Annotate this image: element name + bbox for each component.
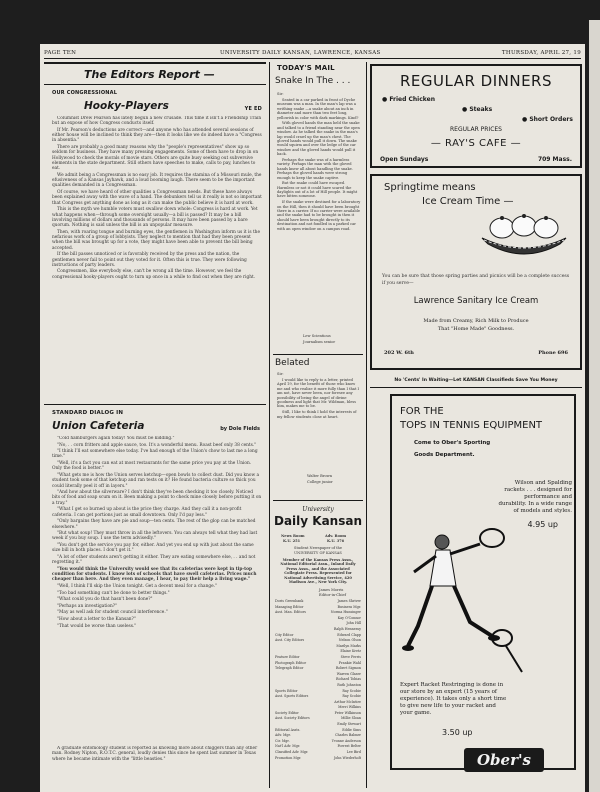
cafeteria-top-rule [44,404,266,405]
news-room-ext: K.U. 251 [283,539,301,543]
cafeteria-paragraph: "Perhaps an investigation?" [57,603,118,609]
editors-body [52,116,262,400]
sundae-illustration [472,214,572,268]
staff-name: Ralph Hennessy [333,626,361,631]
cafeteria-paragraph: "I think I'll eat somewhere else today. I've had enough of the Union's chow to last me a long time." [52,449,258,460]
cafeteria-headline: Union Cafeteria [52,420,145,432]
newspaper-page [40,44,585,792]
dinners-item-2-label: Steaks [469,106,493,113]
cafeteria-byline: by Dole Fields [220,426,260,432]
editors-title-rule [44,84,266,85]
icecream-phone: Phone 696 [538,350,568,356]
staff-role: Feature Editor [275,654,300,659]
tennis-restring-price: 3.50 up [442,728,473,737]
icecream-tagline-1: Made from Creamy, Rich Milk to Produce [423,318,529,324]
staff-name: James Shriver [337,599,361,603]
letter1-salutation: Sir: [277,92,284,96]
letter1-body [277,98,361,330]
staff-role: Adv. Mgr. [275,733,291,738]
masthead-top-rule [273,500,363,501]
masthead-line: UNIVERSITY DAILY KANSAN, LAWRENCE, KANSAS [220,50,381,56]
icecream-headline-2-line: Ice Cream Time — [422,196,514,207]
masthead-over: University [302,506,334,513]
icecream-headline-1: Springtime means [384,182,476,193]
staff-name: Forrest Belter [337,744,361,749]
editors-top-rule [44,62,266,64]
cafeteria-paragraph: "Only bargains they have are pie and soup—ten cents. The rest of the glop can be matched elsewhere." [52,519,256,530]
letter1-paragraph: If the snake were destined for a laboratory on the Hill, then it should have been brought there in a carrier. If no carrier were available and the snake had to be brought in then it should have been brought directly to its destination and not fondled in a parked car with an open window on a campus road. [277,200,361,231]
cafeteria-paragraph: "Well, it's a fact you can eat at most restaurants for the same price you pay at the Union. Only the food is better." [52,461,252,472]
staff-masthead [273,500,363,786]
masthead-university: UNIVERSITY OF KANSAS [294,551,342,555]
cafeteria-paragraph: "You would think the University would see that its cafeterias were kept in tip-top condition for students. I know lots of schools that have swell cafeterias. Prices much cheaper than here. And they even manage, I hear, to pay their help a living wage." [52,566,257,583]
staff-name: Peter Wilkinson [334,710,361,715]
obers-logo: Ober's [464,748,544,772]
staff-name: Ray Scobie [342,694,361,699]
staff-name: Charles Balmer [334,733,361,738]
letter2-headline: Belated [275,358,310,368]
cafeteria-body [52,436,262,742]
scan-left-margin [0,0,40,792]
cafeteria-section-label: STANDARD DIALOG IN [52,410,124,416]
staff-role: Promotion Mgr. [275,755,302,760]
masthead-name: Daily Kansan [273,514,362,528]
staff-role: Asst. Sports Editors [275,694,309,699]
cafeteria-paragraph: "Well, I think I'll skip the Union tonight. Get a decent meal for a change." [57,583,218,589]
tennis-restring: Expert Racket Restringing is done in our store by an expert (15 years of experience). It takes only a short time to give new life to your racket and your game. [400,682,507,716]
page-label: PAGE TEN [44,50,77,56]
cafeteria-paragraph: "Too bad something can't be done to better things." [57,590,170,596]
todays-mail [273,62,363,352]
letter1-headline: Snake In The . . . [275,76,351,86]
staff-name: Nelson Olson [338,638,361,643]
staff-name: Arthur McIntire [334,699,361,704]
letter2-signature: Walter Brown [307,474,333,478]
staff-role: Cir. Mgr. [275,738,290,743]
letter1-paragraph: But the snake could have escaped. Harmless or not it could have scared the daylights out of a lot of Hill people. It might have bitten someone. [277,181,358,199]
cafeteria-paragraph: "You don't get the service you pay for, either. And yet you end up with just about the same size bill in both places. I don't get it." [52,543,254,554]
staff-role: Asst. Man. Editors [275,610,306,615]
cafeteria-paragraph: "And how about the silverware? I don't think they've been checking it too closely. Noticed bits of food and soap scum on it. Been making a point to check mine closely before putting it on a tray." [52,490,262,506]
letter2-paragraph: Still, I like to think I hold the interests of my fellow students close at heart. [277,410,357,419]
staff-name: Merri Wilkins [338,705,361,710]
ad-ice-cream [370,174,582,370]
icecream-brand: Lawrence Sanitary Ice Cream [413,296,539,306]
staff-name: John Hill [346,621,361,626]
staff-name: Edward Clapp [337,632,361,637]
editors-paragraph: This is the myth we humble voters must swallow down whole: Congress is hard at work. Yet what happens when—through some oversight usually—a bill is passed? It may be a bill involving millions of dollars and thousands of persons. It may have been passed by a bare quorum. Nothing is said unless the bill is an unpopular measure. [52,207,258,229]
mail-title: TODAY'S MAIL [277,64,335,72]
editors-report [44,62,266,402]
masthead-notice: Member of the Kansas Press Assn., National Editorial Assn., Inland Daily Press Assn., and the Associated Collegiate Press. Represented for National Advertising Service, 420 Madison Ave., New York City. [280,558,356,585]
staff-name: Business Mgr. [337,604,361,609]
letter2-top-rule [273,354,363,355]
dinners-item-1: ● Fried Chicken [382,96,435,103]
classified-rule [370,387,582,388]
cafeteria-paragraph: "But what soup! They must throw in all the leftovers. You can always tell what they had last week if you buy soup. I use the term advisedly." [52,531,258,542]
letter2-body [277,378,361,470]
icecream-headline-2: Ice Cream Time [422,196,501,207]
folio-rule [44,58,581,59]
classified-banner: No 'Cents' In Waiting—Let KANSAN Classifieds Save You Money [394,378,558,383]
staff-role: Sports Editor [275,688,298,693]
tennis-headline-2: TOPS IN TENNIS EQUIPMENT [400,420,543,431]
letter2-signature-title: College junior [307,480,333,484]
staff-role: Nat'l Adv. Mgr. [275,744,300,749]
staff-role: City Editor [275,632,294,637]
staff-role: Telegraph Editor [275,666,304,671]
dinners-item-3-label: Short Orders [529,116,573,123]
staff-name: John Wiederholt [333,755,361,760]
column-divider-left [269,62,270,788]
staff-name: Emily Stewart [337,722,361,727]
adv-room-label: Adv. Room [325,534,347,538]
cafeteria-paragraph: "What could you do that hasn't been done?" [57,597,153,603]
tennis-sub-1: Come to Ober's Sporting [414,440,491,446]
staff-name: Eddie Sims [342,727,361,732]
icecream-body: You can be sure that those spring parties and picnics will be a complete success if you serve— [382,274,570,286]
cafeteria-paragraph: "A lot of other students aren't getting it either. They are eating somewhere else, . . and not regretting it." [52,554,256,566]
issue-date: THURSDAY, APRIL 27, 19 [501,50,581,56]
cafeteria-paragraph: "How about a letter to the Kansan?" [57,616,136,622]
scan-right-margin [585,0,600,792]
editors-paragraph: Of course, we have heard of other qualities a Congressman needs. But these have always been explained away with the wave of a hand. The debunkers tell us it really is not so important that Congress get anything done as long as it can make the public believe it is hard at work. [52,190,262,206]
tennis-headline-1: FOR THE [400,406,444,417]
staff-name: Yvonne Anderson [331,738,361,743]
staff-role: Doris Greenbank [275,599,304,603]
staff-name: Warren Glaser [336,671,361,676]
letter2-paragraph: I would like to reply to a letter, printed April 19, for the benefit of those who know me and who realize it more fully than I that I am not, have never been, nor foresee any possibility of being the angel of divine goodness and light that Mr. Wildman, bless him, makes me to be. [277,378,359,409]
tennis-racket-price: 4.95 up [527,520,558,529]
staff-role: Society Editor [275,710,299,715]
ad-rays-cafe [370,64,582,168]
staff-role: Photograph Editor [275,660,307,665]
letter2-salutation: Sir: [277,372,284,376]
editors-headline: Hooky-Players [84,100,169,112]
staff-role: Managing Editor [275,604,304,609]
staff-role: Asst. Society Editors [275,716,310,721]
staff-name: Lee Bird [346,750,361,755]
editors-paragraph: Congressmen, like everybody else, can't be wrong all the time. However, we feel the congressional hooky-players ought to turn up once in a while to find out when they are right. [52,269,256,280]
staff-role: Asst. City Editors [275,638,305,643]
cafeteria-paragraph: "What I get so burned up about is the price they charge. And they call it a non-profit cafeteria. I can get portions just as small downtown. Only I'd pay less." [52,507,242,518]
staff-list [275,599,361,761]
editors-paragraph: We admit being a Congressman is no easy job. It requires the stamina of a Missouri mule, the efusiveness of a Kansas Jayhawk, and a loud booming laugh. There seem to be the important qualities demanded in a Congressman. [52,172,262,189]
dinners-item-3: ● Short Orders [522,116,573,123]
staff-name: Millie Sloan [341,716,361,721]
staff-role: Editorial Assts. [275,727,301,732]
adv-room-ext: K.U. 376 [327,539,345,543]
staff-name: Ruth Johnston [337,682,361,687]
tennis-sub-2: Goods Department. [414,452,475,458]
editors-paragraph: Columnist Drew Pearson has lately begun a new crusade. This time it isn't a Friendship Train but an expose of how Congress conducts itself. [52,116,262,127]
staff-name: Norma Hunsinger [330,610,361,615]
staff-row [275,756,361,762]
cafeteria-footnote: A graduate entomology student is reported as knowing more about chiggers than any other man. Rodney Nipton, R.O.T.C. general, loudly denies this since he spent last summer in Texas where he became intimate with the "little beasties." [52,746,258,762]
letter1-paragraph: Perhaps the snake was of a harmless variety. Perhaps the man with the gloved hands knew all about handling the snake. Perhaps the gloved hands were strong enough to keep the snake captive. [277,157,353,180]
editors-byline: YE ED [244,106,262,112]
staff-name: Frankie Wahl [338,660,361,665]
union-cafeteria [44,404,266,788]
editors-section-label: OUR CONGRESSIONAL [52,90,118,96]
dinners-item-1-label: Fried Chicken [389,96,435,103]
dinners-item-2: ● Steaks [462,106,493,113]
news-room-label: News Room [281,534,305,538]
cafe-name: RAY'S CAFE [445,138,507,149]
letter1-signature: Lew Scientious [303,334,331,338]
staff-name: Kay O'Connor [337,615,361,620]
cafeteria-paragraph: "Cold hamburgers again today! You must be kidding." [57,436,175,441]
cafeteria-paragraph: "That would be worse than useless." [57,623,137,629]
staff-name: Robert Sigmon [335,666,361,671]
cafe-name-line: — RAY'S CAFE — [430,138,522,149]
tennis-rackets: Wilson and Spalding rackets . . . designed for performance and durability. In a wide range of models and styles. [498,480,572,514]
tennis-player-illustration [400,526,530,676]
staff-name: Marilyn Marks [336,643,361,648]
editors-paragraph: If Mr. Pearson's deductions are correct—and anyone who has attended several sessions of either house will be inclined to think they are—then it looks like we do indeed have a "Congress in absentia." [52,127,262,144]
editors-report-title: The Editors Report — [84,68,215,81]
staff-name: Steve Ferris [340,654,361,659]
dinners-prices: REGULAR PRICES [449,126,502,133]
editors-paragraph: If the bill passes unnoticed or is favorably received by the press and the nation, the gentlemen never fail to point out they voted for it. Often this is true. They were following instructions of party leaders. [52,252,247,268]
letter1-signature-title: Journalism senior [303,340,336,344]
icecream-address: 202 W. 6th [384,350,414,356]
icecream-tagline-2: That "Home Made" Goodness. [437,326,515,332]
column-divider-right [366,62,367,788]
staff-name: Elaine Kretz [340,649,361,654]
editors-paragraph: Then, with roaring tongue and burning eyes, the gentlemen in Washington inform us it is the nefarious work of a group of lobbyists. They neglect to mention that had they been present when the bill was brought up for a vote, they might have been able to prevent the bill being accepted. [52,229,260,251]
scan-top-margin [0,0,600,44]
ad-obers-tennis [390,394,576,770]
letter2 [273,354,363,494]
staff-name: Ray Scobie [342,688,361,693]
cafeteria-paragraph: "No, . . corn fritters and apple sauce, too. It's a wonderful menu. Roast beef only 38 cents." [57,442,257,448]
masthead-student-line: Student Newspaper of the [294,546,342,550]
letter1-paragraph: Seated in a car parked in front of Dyche museum was a man. In the man's lap was a writhing snake —a snake about an inch in diameter and more than two feet long, yellowish in color with dark markings. Kind? [277,98,359,120]
editor-in-chief-label: Editor-in-Chief [319,593,346,597]
letter1-paragraph: With gloved hands the man held the snake and talked to a friend standing near the open window. As he talked the snake in the man's lap would crawl up the man's chest. The gloved hands would pull it down. The snake would squirm and over the ledge of the car window and the gloved hands would pull it back. [277,121,360,157]
cafeteria-paragraph: "May as well ask for student council interference." [57,610,168,616]
staff-role: Classified Adv. Mgr. [275,750,309,755]
dinners-headline: REGULAR DINNERS [400,72,552,90]
editor-in-chief-name: James Morris [319,588,344,592]
editors-paragraph: There are probably a good many reasons why the "people's representatives" show up so seldom for business. They have many pressing engagements. Some of them have to drop in on Hollywood to check the morals of movie stars. Others are quite busy seeking out subversive elements in the state department. Still others have speeches to make, calls to pay, lunches to eat. [52,145,259,172]
cafe-hours: Open Sundays [380,156,429,163]
cafeteria-paragraph: "What gets me is how the Union serves ketchup—open bowls to collect dust. Did you know a student took some of that ketchup and ran tests on it? He found bacteria culture so thick you could literally peel it off in layers." [52,472,260,489]
cafe-address: 709 Mass. [537,156,572,163]
next-page-sliver [589,20,600,792]
staff-name: Richard Tobias [336,677,361,682]
